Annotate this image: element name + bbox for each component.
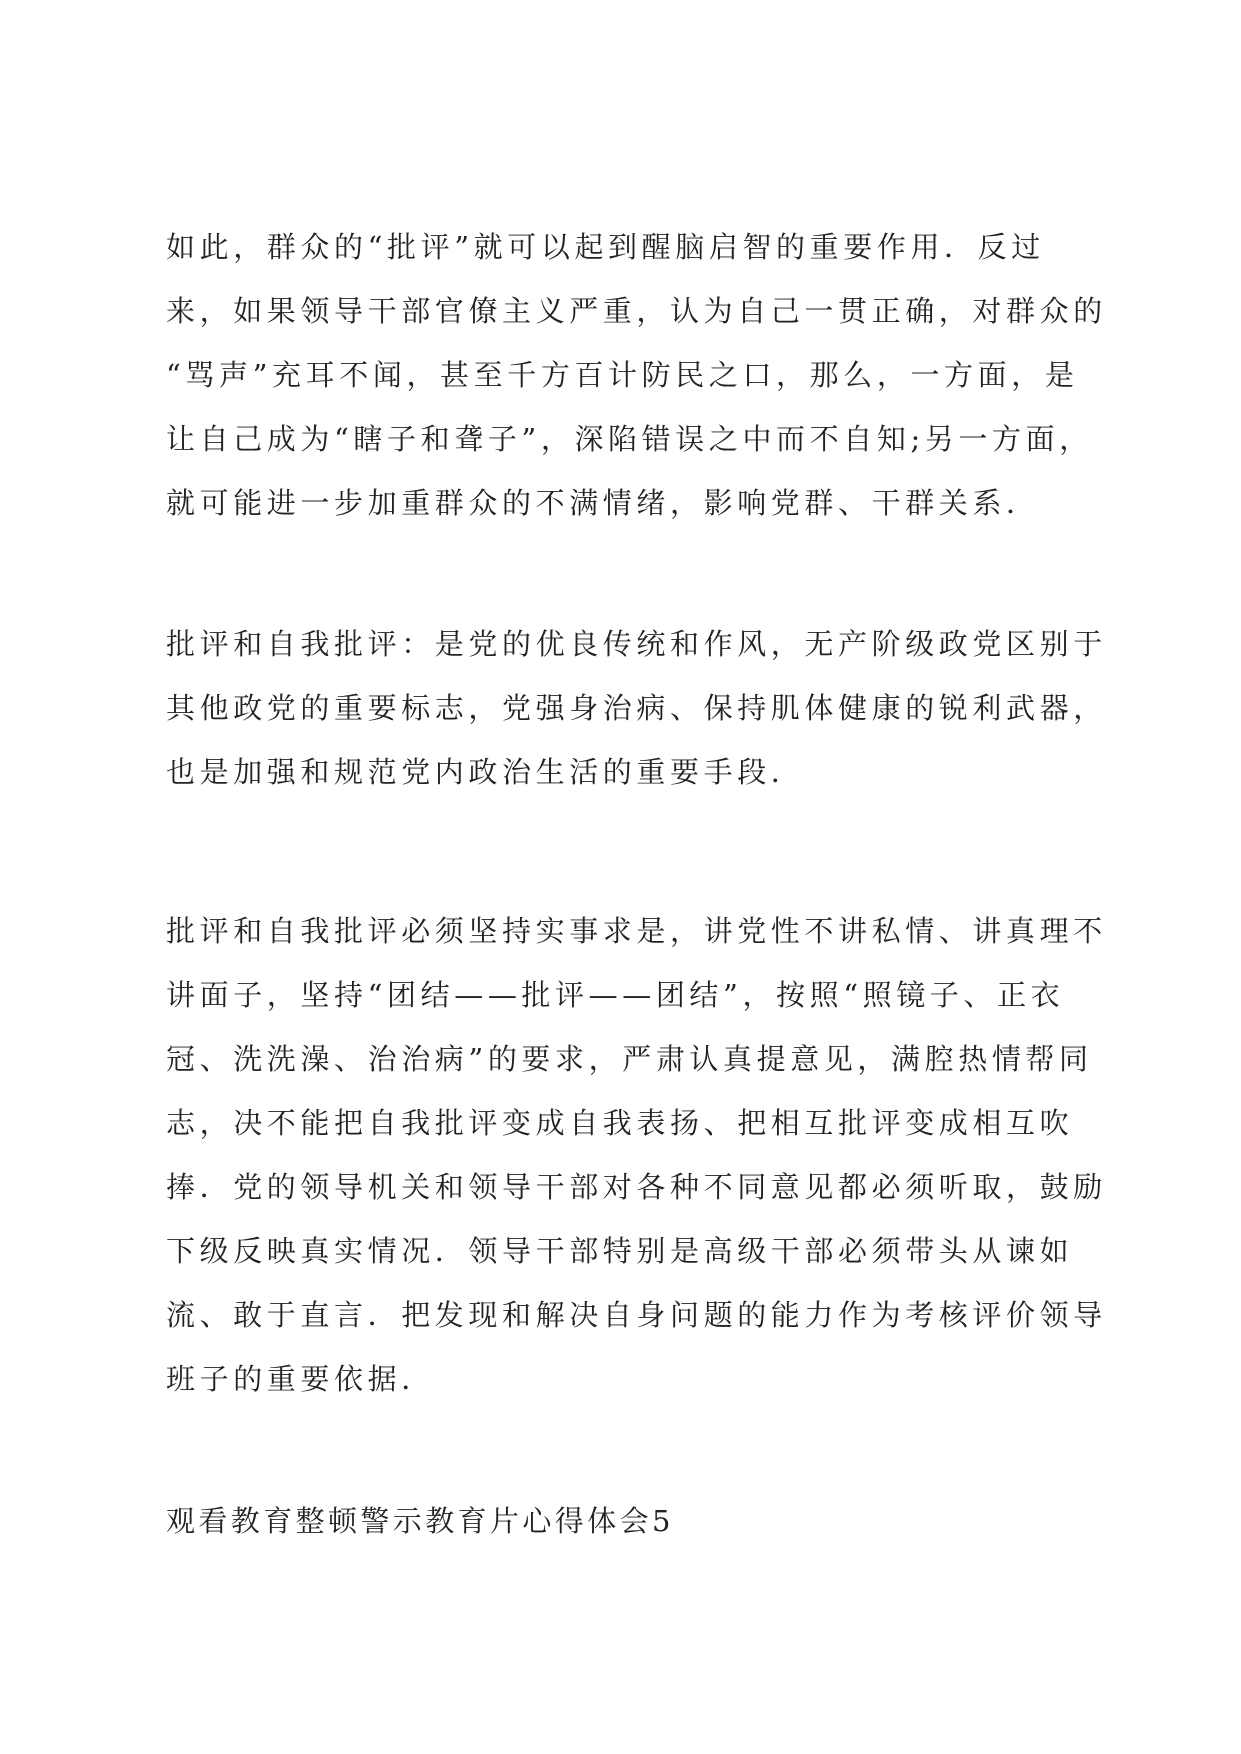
paragraph-line: 就可能进一步加重群众的不满情绪，影响党群、干群关系． (166, 486, 1040, 520)
paragraph-line: 其他政党的重要标志，党强身治病、保持肌体健康的锐利武器， (166, 691, 1107, 725)
paragraph-line: 如此，群众的“批评”就可以起到醒脑启智的重要作用．反过 (166, 230, 1045, 264)
paragraph-line: 流、敢于直言．把发现和解决自身问题的能力作为考核评价领导 (166, 1298, 1107, 1332)
paragraph-line: 下级反映真实情况．领导干部特别是高级干部必须带头从谏如 (166, 1234, 1074, 1268)
paragraph-2 (166, 612, 1107, 804)
paragraph-line: 来，如果领导干部官僚主义严重，认为自己一贯正确，对群众的 (166, 294, 1107, 328)
paragraph-line: “骂声”充耳不闻，甚至千方百计防民之口，那么，一方面，是 (166, 358, 1079, 392)
paragraph-line: 班子的重要依据． (166, 1362, 435, 1396)
paragraph-line: 讲面子，坚持“团结——批评——团结”，按照“照镜子、正衣 (166, 978, 1065, 1012)
paragraph-line: 批评和自我批评必须坚持实事求是，讲党性不讲私情、讲真理不 (166, 914, 1107, 948)
paragraph-line: 志，决不能把自我批评变成自我表扬、把相互批评变成相互吹 (166, 1106, 1074, 1140)
paragraph-line: 也是加强和规范党内政治生活的重要手段． (166, 755, 805, 789)
paragraph-3 (166, 899, 1107, 1411)
section-heading-text: 观看教育整顿警示教育片心得体会5 (166, 1504, 674, 1538)
paragraph-1 (166, 215, 1107, 535)
paragraph-line: 批评和自我批评：是党的优良传统和作风，无产阶级政党区别于 (166, 627, 1107, 661)
paragraph-line: 冠、洗洗澡、治治病”的要求，严肃认真提意见，满腔热情帮同 (166, 1042, 1093, 1076)
paragraph-line: 捧．党的领导机关和领导干部对各种不同意见都必须听取，鼓励 (166, 1170, 1107, 1204)
paragraph-line: 让自己成为“瞎子和聋子”，深陷错误之中而不自知;另一方面， (166, 422, 1093, 456)
section-heading (166, 1489, 1096, 1553)
